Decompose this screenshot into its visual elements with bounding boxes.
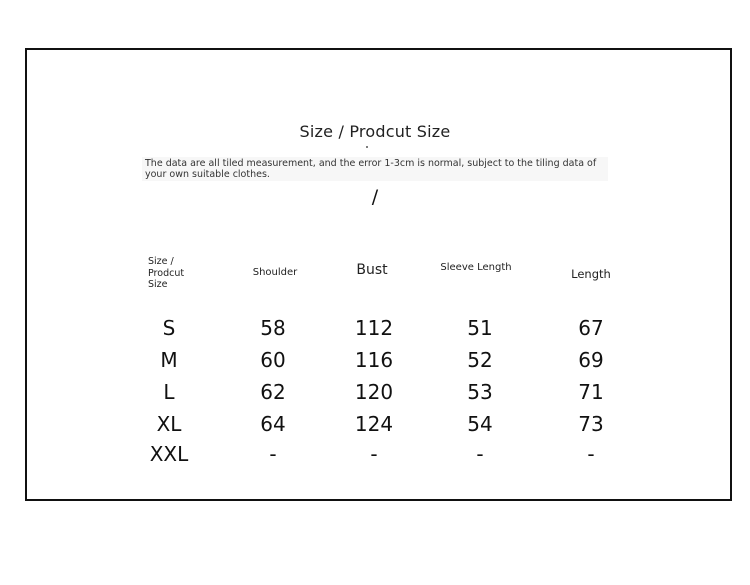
table-cell-length: 69 — [578, 348, 604, 372]
table-cell-size: XXL — [149, 442, 189, 466]
table-cell-bust: 124 — [354, 412, 394, 436]
table-cell-shoulder: 60 — [260, 348, 286, 372]
decorative-dot — [366, 146, 368, 148]
table-cell-size: L — [163, 380, 175, 404]
measurement-note: The data are all tiled measurement, and the error 1-3cm is normal, subject to the tiling data of your own suitable clothes. — [142, 157, 608, 181]
column-header-sleeve-length: Sleeve Length — [440, 262, 512, 273]
table-cell-sleeve-length: 52 — [467, 348, 493, 372]
table-cell-bust: 112 — [354, 316, 394, 340]
table-cell-length: - — [587, 442, 595, 466]
column-header-shoulder: Shoulder — [252, 267, 298, 278]
table-cell-bust: - — [370, 442, 378, 466]
table-cell-size: S — [162, 316, 176, 340]
table-cell-sleeve-length: - — [476, 442, 484, 466]
page-title: Size / Prodcut Size — [299, 122, 451, 141]
table-cell-size: M — [160, 348, 178, 372]
column-header-bust: Bust — [356, 262, 388, 278]
table-cell-length: 71 — [578, 380, 604, 404]
table-cell-size: XL — [156, 412, 182, 436]
separator-slash: / — [371, 186, 379, 208]
table-cell-sleeve-length: 53 — [467, 380, 493, 404]
table-cell-length: 67 — [578, 316, 604, 340]
table-cell-shoulder: - — [269, 442, 277, 466]
table-cell-bust: 116 — [354, 348, 394, 372]
column-header-length: Length — [571, 267, 611, 281]
table-cell-shoulder: 62 — [260, 380, 286, 404]
table-cell-length: 73 — [578, 412, 604, 436]
table-cell-sleeve-length: 54 — [467, 412, 493, 436]
table-cell-shoulder: 64 — [260, 412, 286, 436]
table-cell-shoulder: 58 — [260, 316, 286, 340]
column-header-size: Size / Prodcut Size — [148, 256, 185, 290]
table-cell-bust: 120 — [354, 380, 394, 404]
table-cell-sleeve-length: 51 — [467, 316, 493, 340]
